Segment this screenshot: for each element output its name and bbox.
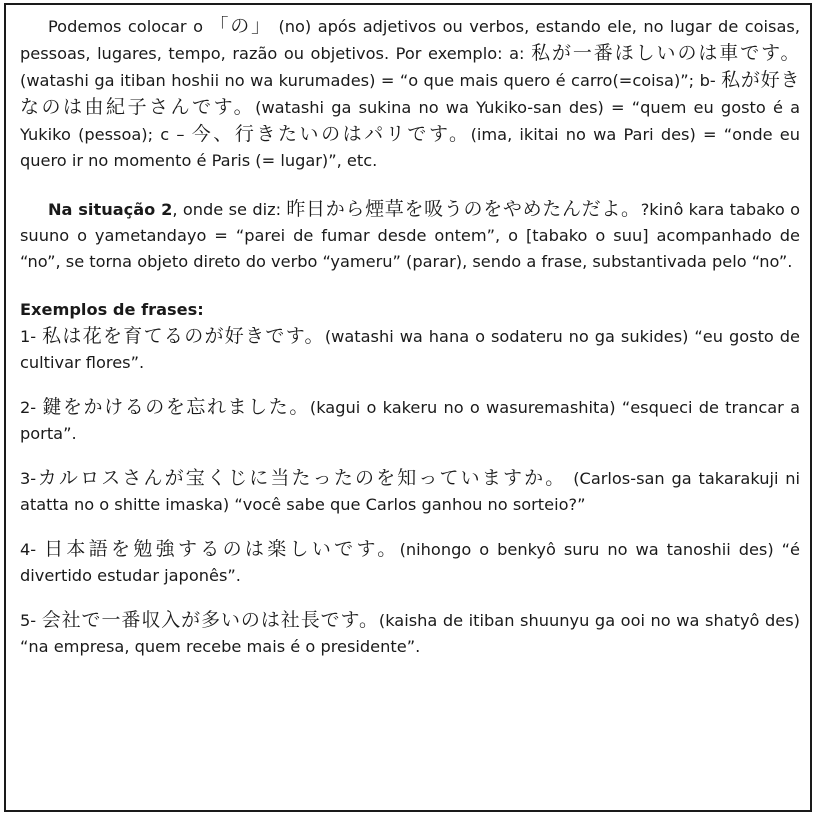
spacer [20,589,800,607]
japanese-example-c: 今、行きたいのはパリです。 [191,123,471,145]
example-translation: (Carlos-san ga takarakuji ni atatta no o shitte imaska) “você sabe que Carlos ganhou no sorteio?” [20,469,800,514]
japanese-situation-sentence: 昨日から煙草を吸うのをやめたんだよ。 [286,198,641,220]
situation-paragraph [20,196,800,275]
intro-text-2: (no) após adjetivos ou verbos, estando ele, no lugar de coisas, pessoas, lugares, tempo, razão ou objetivos. Por exemplo: a: [20,17,800,63]
example-translation: (watashi wa hana o sodateru no ga sukides) “eu gosto de cultivar flores”. [20,327,801,372]
intro-text-3: (watashi ga itiban hoshii no wa kurumades) = “o que mais quero é carro(=coisa)”; b- [20,71,722,90]
spacer [20,447,800,465]
example-item [20,465,800,518]
example-item [20,394,800,447]
spacer [20,174,800,196]
example-number: 3- [20,469,37,488]
japanese-example-b: 私が好きなのは由紀子さんです。 [20,69,800,118]
spacer [20,376,800,394]
example-translation: (nihongo o benkyô suru no wa tanoshii des) “é divertido estudar japonês”. [20,540,800,585]
example-number: 1- [20,327,43,346]
intro-text-1: Podemos colocar o [48,17,210,36]
example-japanese: 鍵をかけるのを忘れました。 [42,396,310,418]
spacer [20,275,800,297]
intro-text-4: (watashi ga sukina no wa Yukiko-san des) = “quem eu gosto é a Yukiko (pessoa); c – [20,98,800,144]
example-translation: (kaisha de itiban shuunyu ga ooi no wa shatyô des) “na empresa, quem recebe mais é o presidente”. [20,611,801,656]
example-item [20,323,800,376]
example-item [20,536,800,589]
example-translation: (kagui o kakeru no o wasuremashita) “esqueci de trancar a porta”. [20,398,800,443]
document-body [20,13,800,660]
example-number: 5- [20,611,42,630]
japanese-example-a: 私が一番ほしいのは車です。 [531,42,800,64]
example-number: 2- [20,398,43,417]
situation-label: Na situação 2 [48,200,173,219]
situation-text-1: , onde se diz: [172,200,287,219]
intro-text-5: (ima, ikitai no wa Pari des) = “onde eu quero ir no momento é Paris (= lugar)”, etc. [20,125,801,170]
example-number: 4- [20,540,45,559]
japanese-no-particle: 「の」 [209,15,272,37]
example-japanese: 会社で一番収入が多いのは社長です。 [41,609,379,631]
example-item [20,607,800,660]
example-japanese: 私は花を育てるのが好きです。 [42,325,325,347]
situation-text-2: ?kinô kara tabako o suuno o yametandayo = “parei de fumar desde ontem”, o [tabako o suu] acompanhado de “no”, se torna objeto direto do verbo “yameru” (parar), sendo a frase, substantivada pelo “no”. [20,200,800,271]
example-japanese: 日本語を勉強するのは楽しいです。 [44,538,400,560]
spacer [20,518,800,536]
examples-heading: Exemplos de frases: [20,300,204,319]
example-japanese: カルロスさんが宝くじに当たったのを知っていますか。 [36,467,567,489]
intro-paragraph [20,13,800,174]
